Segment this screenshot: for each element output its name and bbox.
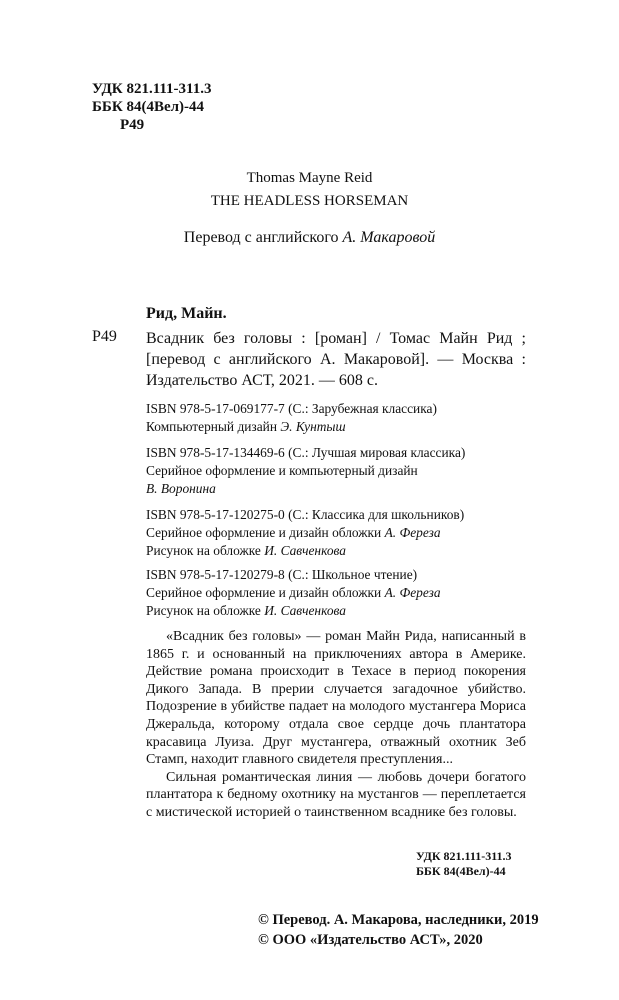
design-credit: Серийное оформление и дизайн обложки А. Фереза xyxy=(146,525,441,540)
cover-credit: Рисунок на обложке И. Савченкова xyxy=(146,603,346,618)
annotation-paragraph: Сильная романтическая линия — любовь дочери богатого плантатора к бедному охотнику на мустангов — переплетается с мистической историей о таинственном всаднике без головы. xyxy=(146,769,526,820)
translation-prefix: Перевод с английского xyxy=(183,229,339,246)
isbn-line: ISBN 978-5-17-134469-6 (С.: Лучшая мировая классика) xyxy=(146,445,466,460)
bbk-code: ББК 84(4Вел)-44 xyxy=(92,99,205,115)
udk-code-footer: УДК 821.111-311.3 xyxy=(416,849,512,863)
author-sign: Р49 xyxy=(120,117,145,133)
design-credit: Компьютерный дизайн Э. Кунтыш xyxy=(146,419,346,434)
isbn-line: ISBN 978-5-17-120275-0 (С.: Классика для школьников) xyxy=(146,507,465,522)
design-credit: Серийное оформление и дизайн обложки А. Фереза xyxy=(146,585,441,600)
cover-credit: Рисунок на обложке И. Савченкова xyxy=(146,543,346,558)
isbn-block xyxy=(146,400,437,436)
isbn-line: ISBN 978-5-17-069177-7 (С.: Зарубежная классика) xyxy=(146,401,437,416)
design-credit-name: В. Воронина xyxy=(146,481,216,496)
copyright-translation: © Перевод. А. Макарова, наследники, 2019 xyxy=(258,912,539,928)
classification-block xyxy=(92,80,211,134)
design-credit-label: Серийное оформление и компьютерный дизайн xyxy=(146,463,418,478)
bibliographic-description: Всадник без головы : [роман] / Томас Майн Рид ; [перевод с английского А. Макаровой]. — Москва : Издательство АСТ, 2021. — 608 с. xyxy=(146,330,526,389)
translator-name: А. Макаровой xyxy=(342,229,436,246)
annotation-paragraph: «Всадник без головы» — роман Майн Рида, написанный в 1865 г. и основанный на приключениях автора в Америке. Действие романа происходит в Техасе в период покорения Дикого Запада. В прерии случается загадочное убийство. Подозрение в убийстве падает на молодого мустангера Мориса Джеральда, которому отдала свое сердце дочь плантатора красавица Луиза. Друг мустангера, отважный охотник Зеб Стамп, находит главного свидетеля преступления... xyxy=(146,629,526,768)
annotation xyxy=(146,628,526,822)
bbk-code-footer: ББК 84(4Вел)-44 xyxy=(416,864,506,878)
original-title: THE HEADLESS HORSEMAN xyxy=(210,193,409,209)
original-author: Thomas Mayne Reid xyxy=(246,170,373,186)
isbn-block xyxy=(146,566,441,620)
isbn-line: ISBN 978-5-17-120279-8 (С.: Школьное чтение) xyxy=(146,567,418,582)
catalog-heading: Рид, Майн. xyxy=(146,305,227,322)
copyright-publisher: © ООО «Издательство АСТ», 2020 xyxy=(258,932,483,948)
udk-code: УДК 821.111-311.3 xyxy=(92,81,212,97)
isbn-block xyxy=(146,444,465,498)
classification-footer xyxy=(416,849,512,879)
translation-credit xyxy=(0,229,619,247)
isbn-block xyxy=(146,506,464,560)
copyright-notice xyxy=(258,910,539,950)
catalog-sign: Р49 xyxy=(92,328,117,345)
